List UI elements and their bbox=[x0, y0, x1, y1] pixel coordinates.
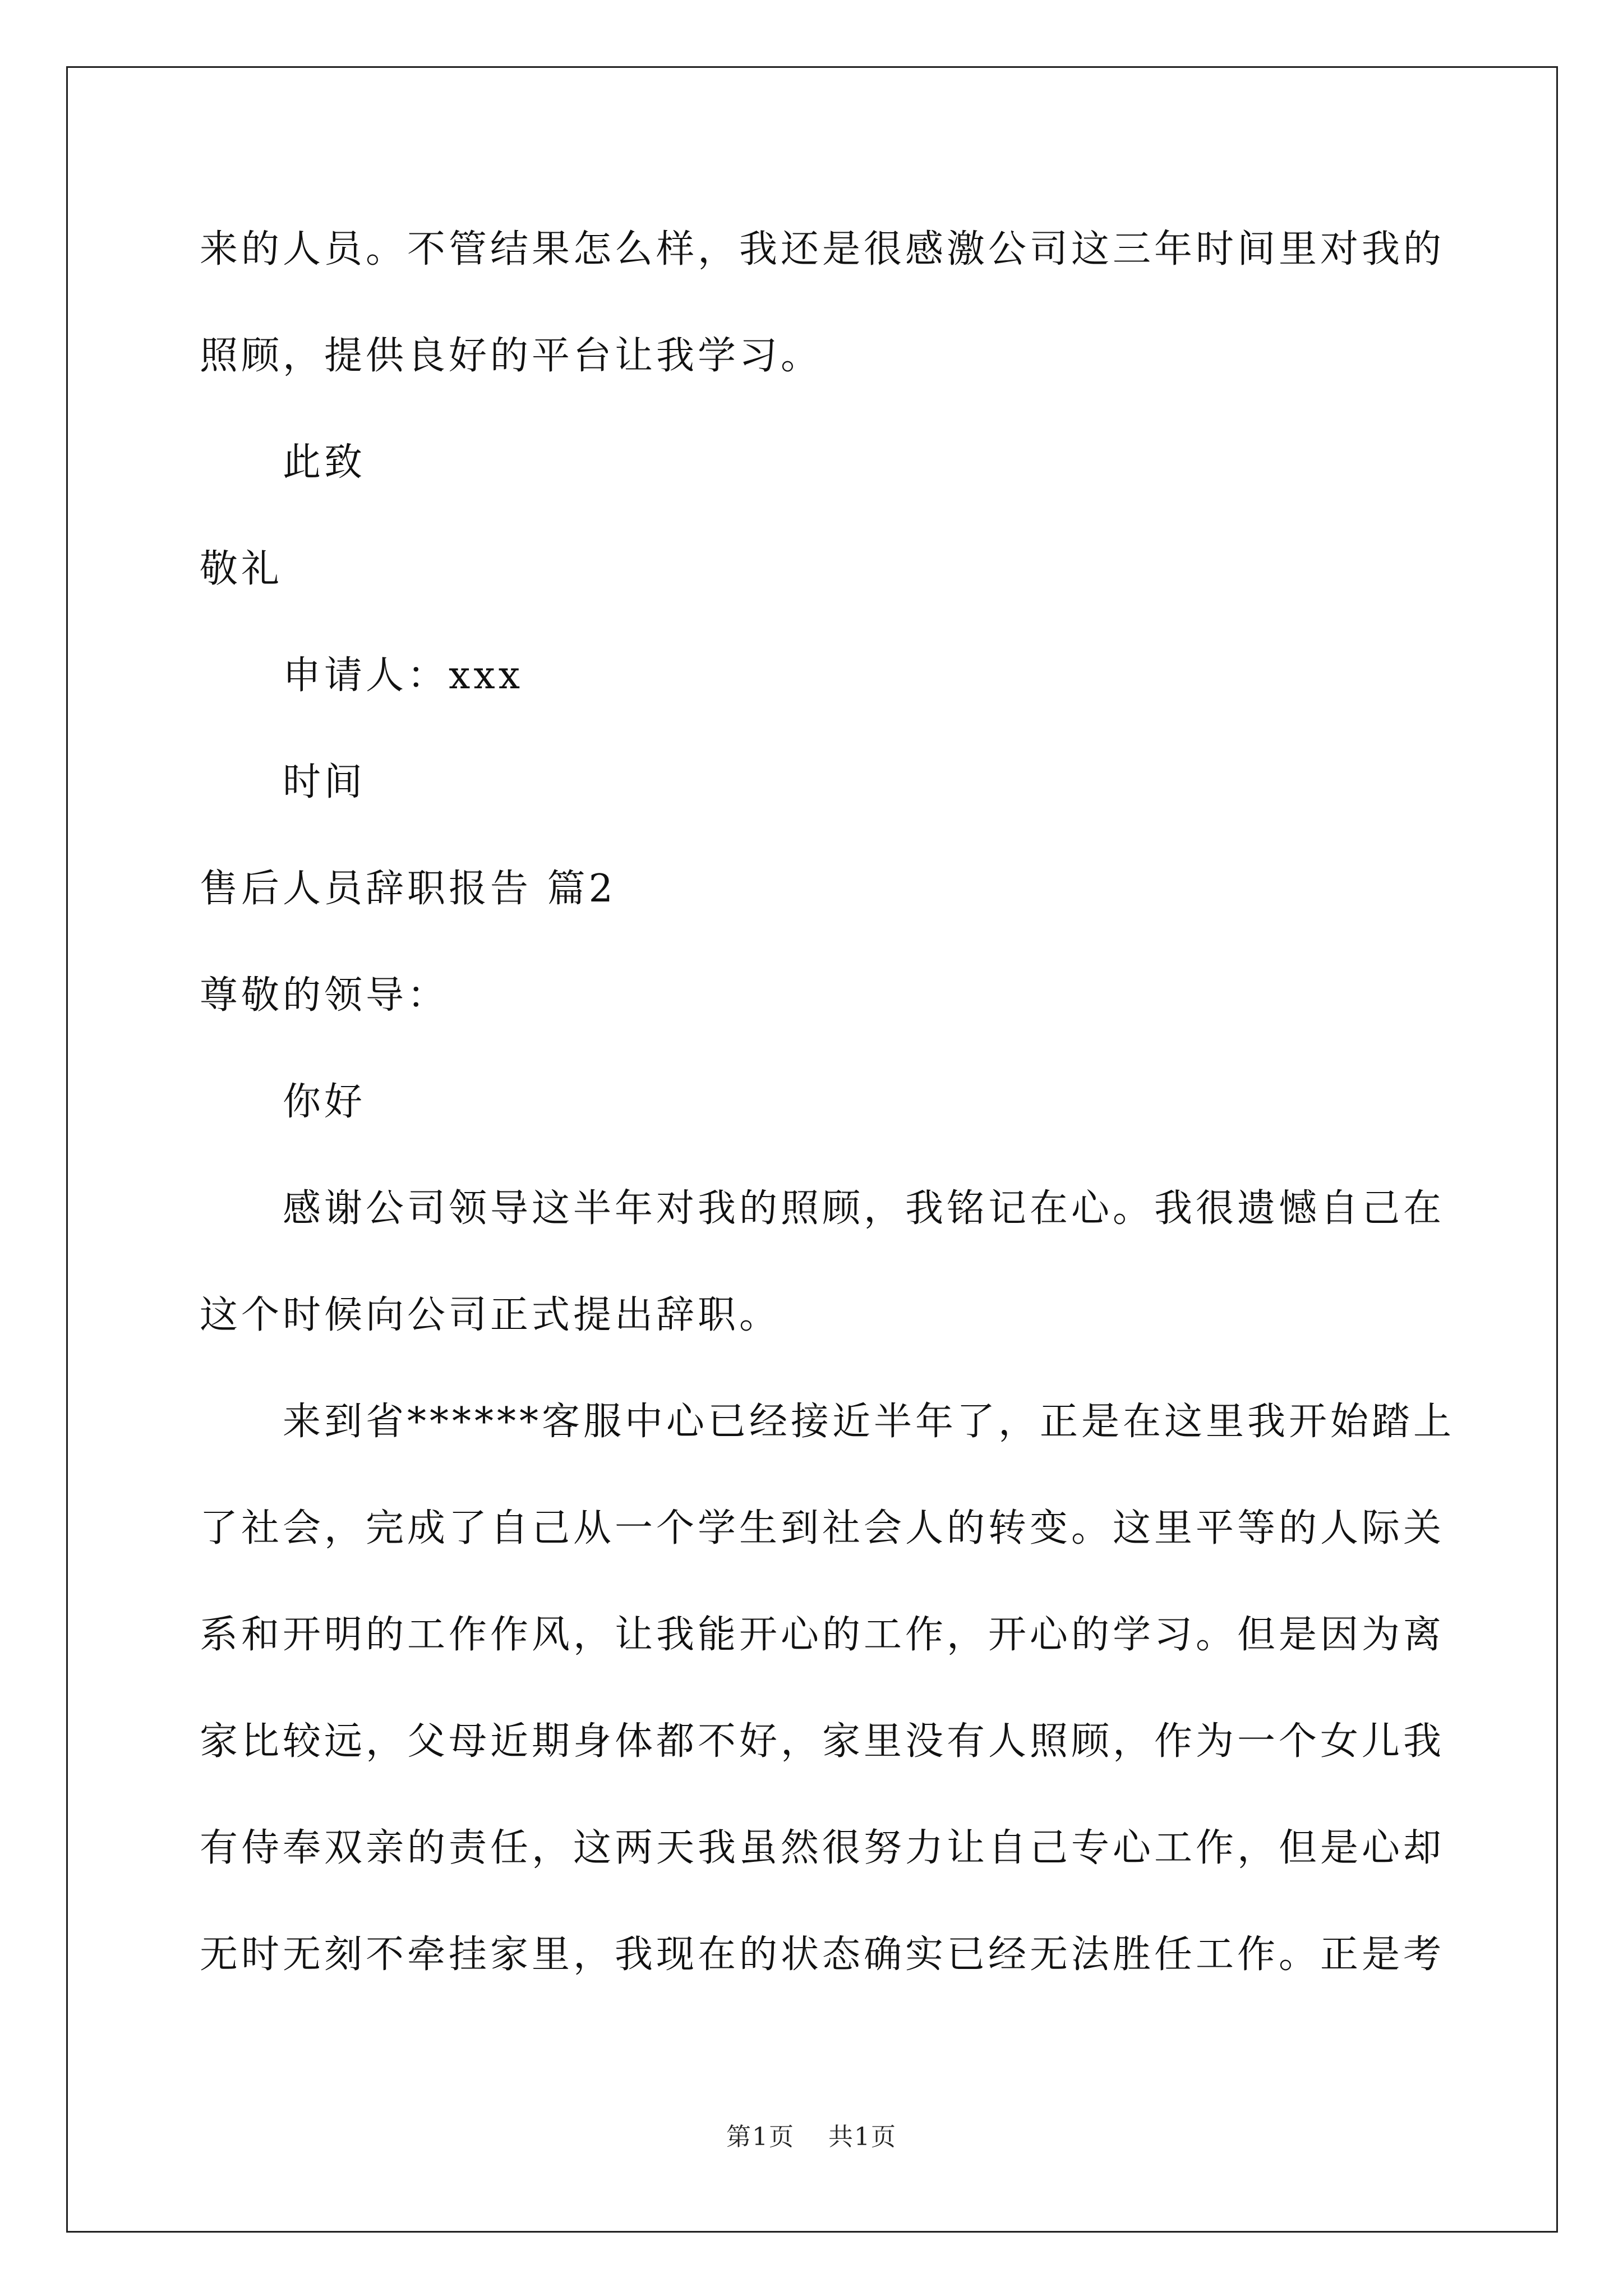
text-line: 系和开明的工作作风，让我能开心的工作，开心的学习。但是因为离 bbox=[200, 1613, 1445, 1657]
page-footer bbox=[0, 2120, 1623, 2154]
text-line: 感谢公司领导这半年对我的照顾，我铭记在心。我很遗憾自己在 bbox=[283, 1186, 1445, 1231]
text-line: 这个时候向公司正式提出辞职。 bbox=[200, 1293, 781, 1337]
page-number: 第1页 bbox=[726, 2123, 795, 2151]
text-line: 家比较远，父母近期身体都不好，家里没有人照顾，作为一个女儿我 bbox=[200, 1719, 1445, 1764]
greeting: 尊敬的领导： bbox=[200, 973, 449, 1018]
text-line: 了社会，完成了自己从一个学生到社会人的转变。这里平等的人际关 bbox=[200, 1506, 1445, 1550]
section-title: 售后人员辞职报告 篇2 bbox=[200, 867, 616, 911]
closing-regards: 敬礼 bbox=[200, 547, 283, 591]
closing-salutation: 此致 bbox=[283, 440, 366, 485]
text-line: 来的人员。不管结果怎么样，我还是很感激公司这三年时间里对我的 bbox=[200, 227, 1445, 272]
text-line: 照顾，提供良好的平台让我学习。 bbox=[200, 334, 823, 378]
text-line: 有侍奉双亲的责任，这两天我虽然很努力让自己专心工作，但是心却 bbox=[200, 1826, 1445, 1870]
document-body bbox=[200, 196, 1455, 2008]
date-line: 时间 bbox=[283, 760, 366, 804]
text-line: 来到省******客服中心已经接近半年了，正是在这里我开始踏上 bbox=[283, 1400, 1455, 1444]
total-pages: 共1页 bbox=[828, 2123, 897, 2151]
hello-line: 你好 bbox=[283, 1080, 366, 1124]
text-line: 无时无刻不牵挂家里，我现在的状态确实已经无法胜任工作。正是考 bbox=[200, 1932, 1445, 1977]
applicant-line: 申请人：xxx bbox=[283, 654, 524, 698]
